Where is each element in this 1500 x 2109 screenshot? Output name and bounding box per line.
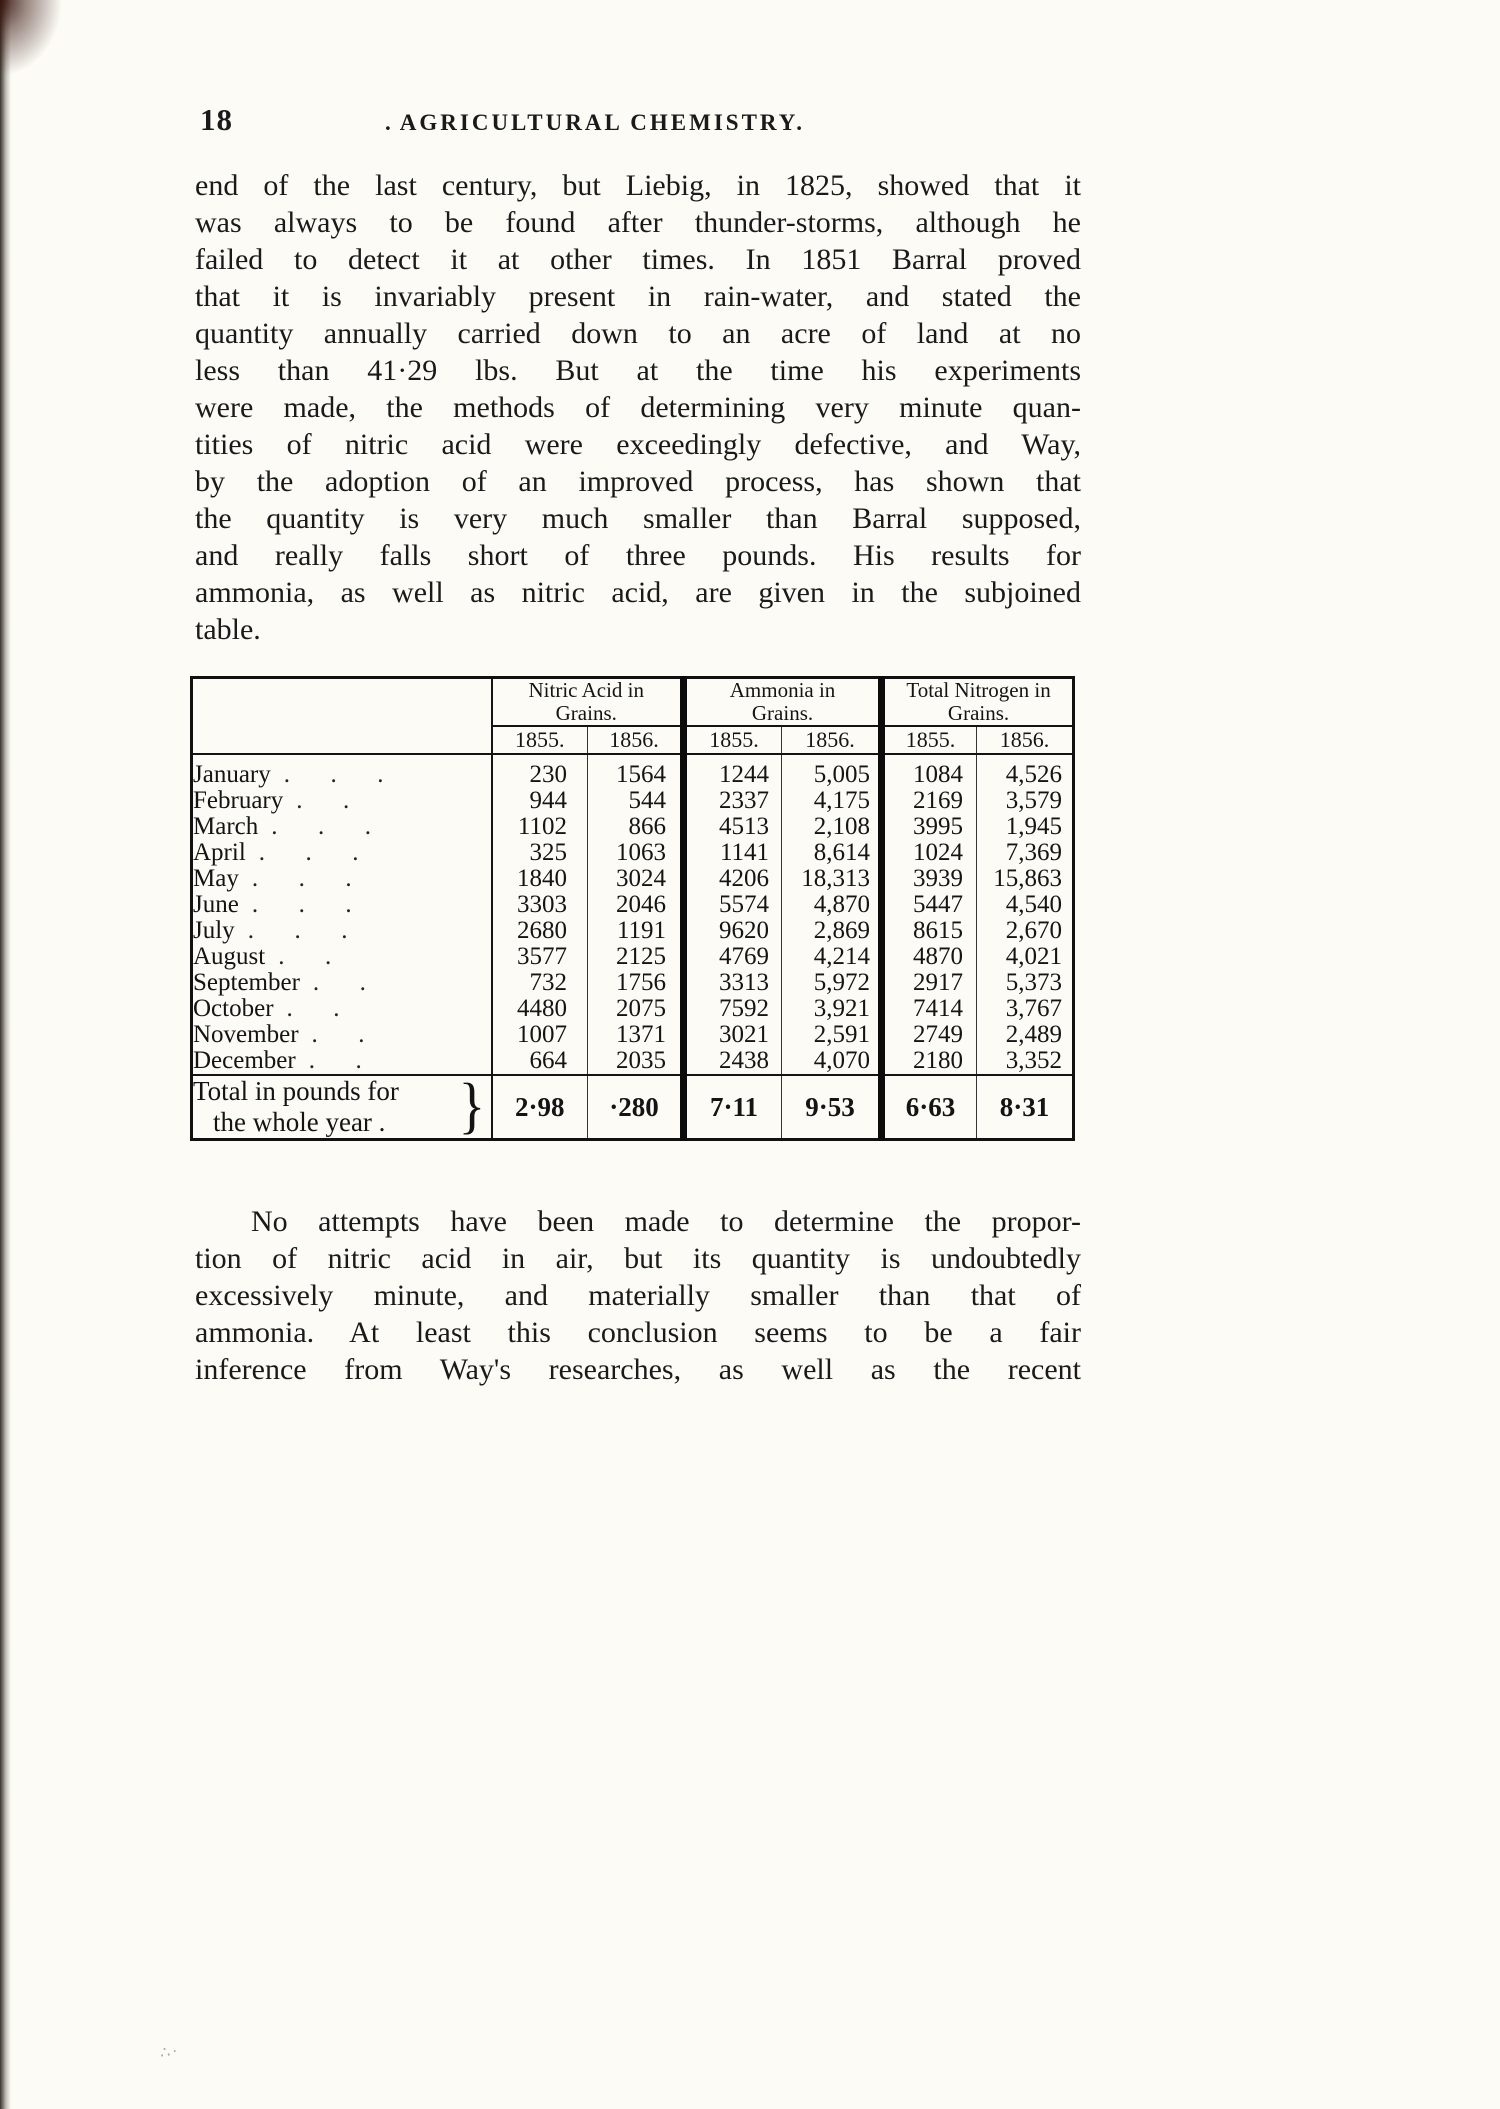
group-header-nitric-acid (492, 678, 684, 727)
value-cell: 18,313 (782, 866, 882, 892)
value-cell: 9620 (684, 918, 782, 944)
value-cell: 1102 (492, 814, 588, 840)
dot-leader: . . . (247, 917, 349, 944)
value-cell: 4870 (882, 944, 977, 970)
ink-smudge: . (385, 110, 391, 135)
value-cell: 2169 (882, 788, 977, 814)
month-label: July (193, 917, 235, 944)
running-header-row (195, 110, 995, 136)
value-cell: 1,945 (977, 814, 1074, 840)
table-row (192, 840, 1074, 866)
month-label: December (193, 1047, 296, 1074)
text-line: tities of nitric acid were exceedingly defective, and Way, (195, 428, 1081, 461)
value-cell: 3577 (492, 944, 588, 970)
text-line: were made, the methods of determining very minute quan- (195, 391, 1081, 424)
value-cell: 4,070 (782, 1048, 882, 1075)
value-cell: 4206 (684, 866, 782, 892)
value-cell: 4,540 (977, 892, 1074, 918)
month-cell (193, 840, 491, 866)
value-cell: 2,869 (782, 918, 882, 944)
paragraph-1 (195, 167, 1081, 648)
month-cell (193, 755, 491, 788)
year-header: 1855. (492, 726, 588, 754)
total-value-cell: 9·53 (782, 1075, 882, 1140)
text-line: ammonia. At least this conclusion seems to be a fair (195, 1316, 1081, 1349)
table-row (192, 754, 1074, 788)
page-number: 18 (200, 102, 233, 137)
table-row (192, 788, 1074, 814)
month-cell (193, 866, 491, 892)
value-cell: 7592 (684, 996, 782, 1022)
value-cell: 8,614 (782, 840, 882, 866)
month-cell (193, 892, 491, 918)
value-cell: 4,526 (977, 754, 1074, 788)
value-cell: 866 (588, 814, 684, 840)
value-cell: 5,972 (782, 970, 882, 996)
month-cell (193, 996, 491, 1022)
dot-leader: . . . (251, 865, 353, 892)
group-header-line: Nitric Acid in (528, 678, 644, 702)
value-cell: 4513 (684, 814, 782, 840)
total-value-cell: ·280 (588, 1075, 684, 1140)
value-cell: 2917 (882, 970, 977, 996)
table-row (192, 814, 1074, 840)
paragraph-2 (195, 1203, 1081, 1388)
year-header: 1856. (782, 726, 882, 754)
value-cell: 3995 (882, 814, 977, 840)
running-header: AGRICULTURAL CHEMISTRY. (399, 110, 805, 135)
value-cell: 2180 (882, 1048, 977, 1075)
table-row (192, 866, 1074, 892)
group-header-line: Ammonia in (729, 678, 836, 702)
text-line: ammonia, as well as nitric acid, are given in the subjoined (195, 576, 1081, 609)
value-cell: 2,108 (782, 814, 882, 840)
month-label: April (193, 839, 246, 866)
value-cell: 4769 (684, 944, 782, 970)
text-line: the quantity is very much smaller than Barral supposed, (195, 502, 1081, 535)
group-header-ammonia (684, 678, 882, 727)
value-cell: 1244 (684, 754, 782, 788)
value-cell: 1141 (684, 840, 782, 866)
table-row (192, 970, 1074, 996)
dot-leader: . . . (271, 813, 372, 840)
value-cell: 3303 (492, 892, 588, 918)
month-cell (193, 1048, 491, 1074)
value-cell: 1564 (588, 754, 684, 788)
total-label-line2: the whole year . (213, 1107, 386, 1137)
table-row (192, 1048, 1074, 1075)
month-label: June (193, 891, 239, 918)
month-label: September (193, 969, 300, 996)
month-label: October (193, 995, 274, 1022)
value-cell: 1024 (882, 840, 977, 866)
value-cell: 2,670 (977, 918, 1074, 944)
month-cell (193, 970, 491, 996)
value-cell: 2438 (684, 1048, 782, 1075)
value-cell: 4,021 (977, 944, 1074, 970)
month-label: August (193, 943, 266, 970)
text-line: that it is invariably present in rain-water, and stated the (195, 280, 1081, 313)
total-value-cell: 8·31 (977, 1075, 1074, 1140)
value-cell: 4,214 (782, 944, 882, 970)
value-cell: 5574 (684, 892, 782, 918)
dot-leader: . . . (283, 761, 385, 788)
value-cell: 4480 (492, 996, 588, 1022)
month-cell (193, 918, 491, 944)
value-cell: 3021 (684, 1022, 782, 1048)
dot-leader: . . (278, 943, 333, 970)
text-line: No attempts have been made to determine the propor- (251, 1205, 1081, 1238)
value-cell: 8615 (882, 918, 977, 944)
table-row (192, 918, 1074, 944)
value-cell: 3939 (882, 866, 977, 892)
value-cell: 3024 (588, 866, 684, 892)
value-cell: 2125 (588, 944, 684, 970)
value-cell: 1063 (588, 840, 684, 866)
table-row (192, 892, 1074, 918)
text-line: tion of nitric acid in air, but its quantity is undoubtedly (195, 1242, 1081, 1275)
value-cell: 1840 (492, 866, 588, 892)
month-label: January (193, 761, 271, 788)
text-line: quantity annually carried down to an acre of land at no (195, 317, 1081, 350)
group-header-line: Total Nitrogen in (906, 678, 1051, 702)
dot-leader: . . . (258, 839, 360, 866)
value-cell: 5447 (882, 892, 977, 918)
year-header: 1855. (684, 726, 782, 754)
total-value-cell: 6·63 (882, 1075, 977, 1140)
group-header-line: Grains. (555, 701, 617, 725)
scan-edge-shadow (0, 0, 11, 2109)
value-cell: 2075 (588, 996, 684, 1022)
data-table (190, 676, 1075, 1141)
value-cell: 3,352 (977, 1048, 1074, 1075)
dot-leader: . . (308, 1047, 363, 1074)
dot-leader: . . (312, 969, 367, 996)
text-line: failed to detect it at other times. In 1851 Barral proved (195, 243, 1081, 276)
table-group-header-row (192, 678, 1074, 727)
text-line: inference from Way's researches, as well as the recent (195, 1353, 1081, 1386)
value-cell: 3,579 (977, 788, 1074, 814)
month-cell (193, 814, 491, 840)
value-cell: 944 (492, 788, 588, 814)
value-cell: 5,005 (782, 754, 882, 788)
text-line: was always to be found after thunder-storms, although he (195, 206, 1081, 239)
month-cell (193, 944, 491, 970)
dot-leader: . . (311, 1021, 366, 1048)
value-cell: 2,489 (977, 1022, 1074, 1048)
value-cell: 325 (492, 840, 588, 866)
value-cell: 2680 (492, 918, 588, 944)
year-header: 1856. (977, 726, 1074, 754)
value-cell: 2035 (588, 1048, 684, 1075)
group-header-line: Grains. (751, 701, 814, 725)
total-label-line1: Total in pounds for (193, 1076, 399, 1106)
year-header: 1856. (588, 726, 684, 754)
year-header: 1855. (882, 726, 977, 754)
scan-corner-stain (0, 0, 90, 110)
value-cell: 664 (492, 1048, 588, 1075)
month-cell (193, 788, 491, 814)
table-row (192, 996, 1074, 1022)
value-cell: 3,767 (977, 996, 1074, 1022)
value-cell: 3313 (684, 970, 782, 996)
table-row (192, 944, 1074, 970)
text-line: less than 41·29 lbs. But at the time his experiments (195, 354, 1081, 387)
value-cell: 1084 (882, 754, 977, 788)
value-cell: 1371 (588, 1022, 684, 1048)
text-line: by the adoption of an improved process, has shown that (195, 465, 1081, 498)
value-cell: 4,175 (782, 788, 882, 814)
table-wrap (190, 676, 1075, 1141)
month-column-header (192, 678, 492, 755)
text-line: excessively minute, and materially smaller than that of (195, 1279, 1081, 1312)
group-header-line: Grains. (947, 701, 1010, 725)
value-cell: 2046 (588, 892, 684, 918)
total-value-cell: 2·98 (492, 1075, 588, 1140)
text-line: and really falls short of three pounds. His results for (195, 539, 1081, 572)
table-row (192, 1022, 1074, 1048)
month-label: May (193, 865, 239, 892)
month-label: February (193, 787, 284, 814)
dot-leader: . . (296, 787, 351, 814)
value-cell: 3,921 (782, 996, 882, 1022)
value-cell: 15,863 (977, 866, 1074, 892)
value-cell: 1007 (492, 1022, 588, 1048)
value-cell: 2749 (882, 1022, 977, 1048)
month-label: November (193, 1021, 299, 1048)
value-cell: 230 (492, 754, 588, 788)
value-cell: 2337 (684, 788, 782, 814)
value-cell: 4,870 (782, 892, 882, 918)
value-cell: 2,591 (782, 1022, 882, 1048)
value-cell: 7414 (882, 996, 977, 1022)
dot-leader: . . . (251, 891, 353, 918)
month-label: March (193, 813, 259, 840)
curly-brace: } (458, 1071, 486, 1140)
dot-leader: . . (286, 995, 341, 1022)
scan-artifact: ∴· (158, 2042, 181, 2063)
value-cell: 732 (492, 970, 588, 996)
value-cell: 544 (588, 788, 684, 814)
total-value-cell: 7·11 (684, 1075, 782, 1140)
text-line: end of the last century, but Liebig, in 1825, showed that it (195, 169, 1081, 202)
group-header-total-nitrogen (882, 678, 1074, 727)
month-cell (193, 1022, 491, 1048)
text-line: table. (195, 613, 261, 646)
table-body (192, 754, 1074, 1075)
value-cell: 5,373 (977, 970, 1074, 996)
table-total-row (192, 1075, 1074, 1140)
value-cell: 1756 (588, 970, 684, 996)
total-label-cell (192, 1071, 492, 1140)
value-cell: 7,369 (977, 840, 1074, 866)
value-cell: 1191 (588, 918, 684, 944)
